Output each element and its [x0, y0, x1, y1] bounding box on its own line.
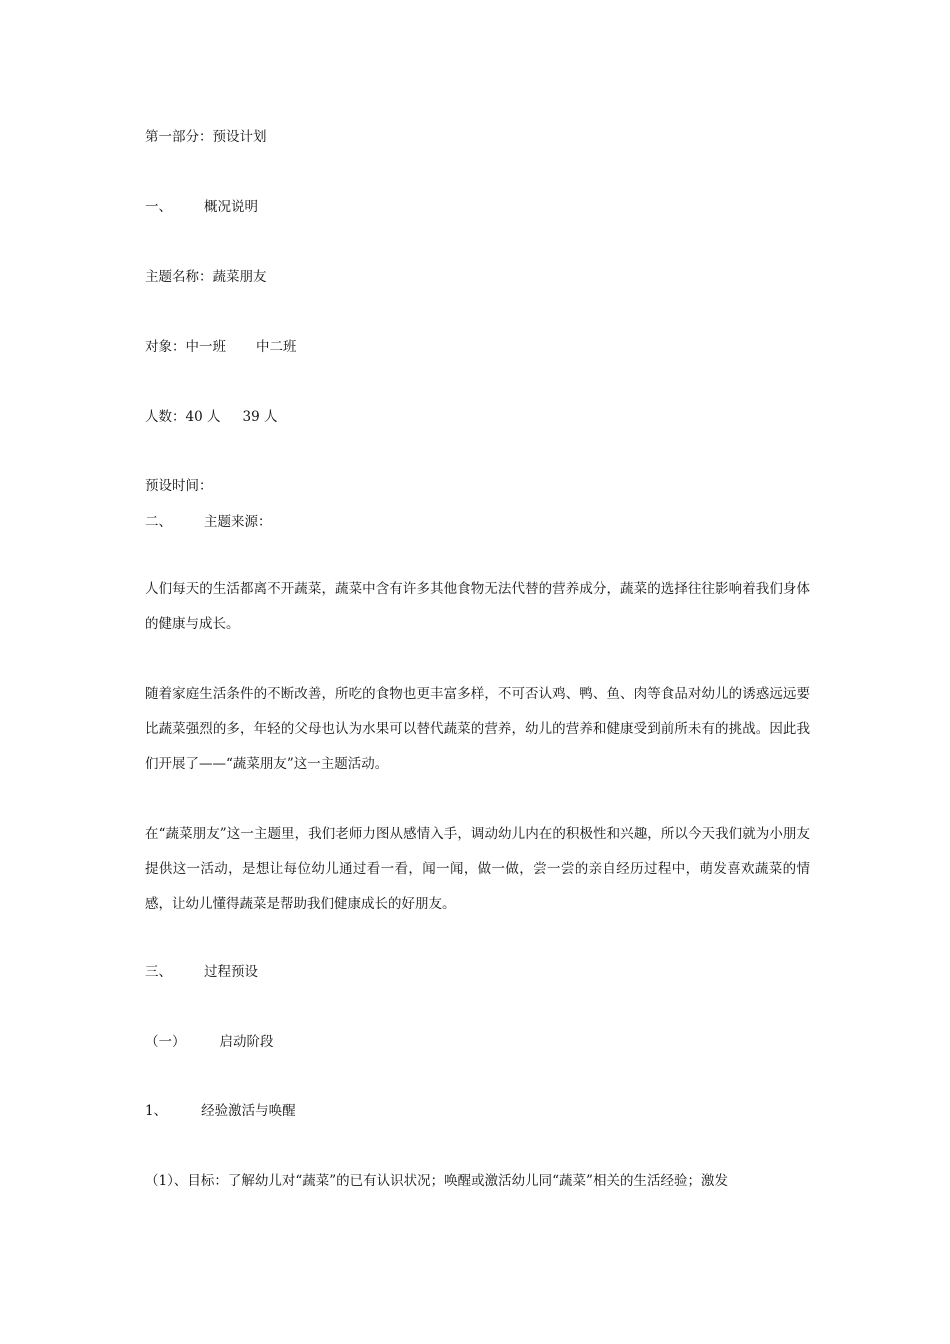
section-3-number: 三、 [145, 964, 172, 980]
item-1-heading [145, 1101, 296, 1121]
section-1-title: 概况说明 [204, 199, 258, 215]
target-label: 对象：中一班 [145, 339, 226, 355]
item-1-title: 经验激活与唤醒 [201, 1103, 296, 1119]
section-3-heading [145, 962, 258, 982]
section-3-title: 过程预设 [204, 964, 258, 980]
stage-1-title: 启动阶段 [219, 1034, 274, 1050]
theme-name: 主题名称：蔬菜朋友 [145, 269, 267, 285]
count-second: 39 人 [242, 409, 278, 425]
stage-1-heading [145, 1032, 274, 1052]
section-1-number: 一、 [145, 199, 172, 215]
target-second-class: 中二班 [256, 339, 297, 355]
count-label: 人数：40 人 [145, 409, 221, 425]
stage-1-number: （一） [145, 1034, 186, 1050]
goal-line: （1）、目标：了解幼儿对“蔬菜”的已有认识状况；唤醒或激活幼儿同“蔬菜”相关的生活经验；激发 [145, 1173, 728, 1189]
section-2-title: 主题来源： [204, 514, 272, 530]
paragraph-1: 人们每天的生活都离不开蔬菜，蔬菜中含有许多其他食物无法代替的营养成分，蔬菜的选择往往影响着我们身体的健康与成长。 [145, 581, 810, 632]
paragraph-3: 在“蔬菜朋友”这一主题里，我们老师力图从感情入手，调动幼儿内在的积极性和兴趣，所以今天我们就为小朋友提供这一活动，是想让每位幼儿通过看一看，闻一闻，做一做，尝一尝的亲自经历过程中，萌发喜欢蔬菜的情感，让幼儿懂得蔬菜是帮助我们健康成长的好朋友。 [145, 826, 810, 912]
preset-time: 预设时间： [145, 478, 213, 494]
section-2-heading [145, 512, 272, 532]
section-2-number: 二、 [145, 514, 172, 530]
target-classes [145, 337, 297, 357]
child-count [145, 407, 277, 427]
part-heading: 第一部分：预设计划 [145, 129, 267, 145]
section-1-heading [145, 197, 258, 217]
paragraph-2: 随着家庭生活条件的不断改善，所吃的食物也更丰富多样，不可否认鸡、鸭、鱼、肉等食品对幼儿的诱惑远远要比蔬菜强烈的多，年轻的父母也认为水果可以替代蔬菜的营养，幼儿的营养和健康受到前所未有的挑战。因此我们开展了——“蔬菜朋友”这一主题活动。 [145, 686, 810, 772]
item-1-number: 1、 [145, 1103, 168, 1119]
